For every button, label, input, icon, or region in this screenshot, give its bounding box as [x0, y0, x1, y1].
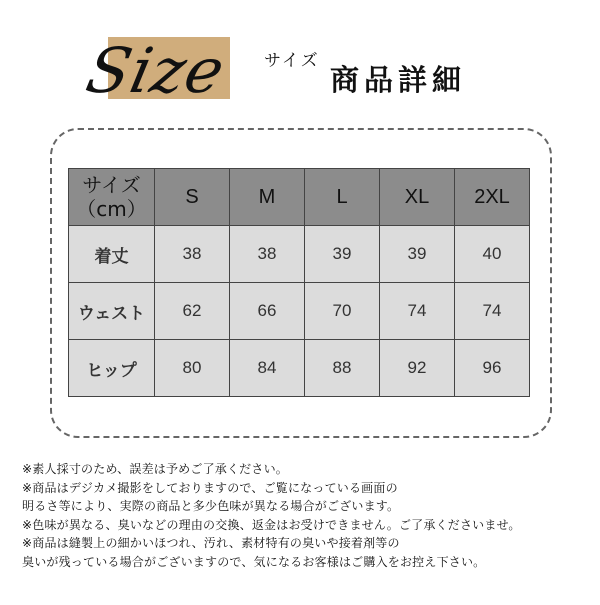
column-header: XL	[380, 169, 455, 226]
table-cell: 39	[380, 226, 455, 283]
column-header: M	[230, 169, 305, 226]
table-cell: 80	[155, 340, 230, 397]
size-kana-label: サイズ	[264, 51, 320, 71]
column-header: S	[155, 169, 230, 226]
corner-header-line1: サイズ	[82, 173, 141, 197]
table-cell: 96	[455, 340, 530, 397]
size-script-title: Size	[80, 34, 232, 107]
note-line: ※素人採寸のため、誤差は予めご了承ください。	[22, 462, 288, 476]
table-cell: 66	[230, 283, 305, 340]
table-cell: 40	[455, 226, 530, 283]
table-row	[69, 340, 530, 397]
note-line: 明るさ等により、実際の商品と多少色味が異なる場合がございます。	[22, 499, 400, 514]
note-line: 臭いが残っている場合がございますので、気になるお客様はご購入をお控え下さい。	[22, 554, 486, 569]
row-header: ヒップ	[69, 340, 155, 397]
column-header: L	[305, 169, 380, 226]
note-line: ※商品は縫製上の細かいほつれ、汚れ、素材特有の臭いや接着剤等の	[22, 536, 400, 551]
table-cell: 88	[305, 340, 380, 397]
column-header: 2XL	[455, 169, 530, 226]
corner-header	[69, 169, 155, 226]
table-row	[69, 283, 530, 340]
row-header: 着丈	[69, 226, 155, 283]
table-row	[69, 226, 530, 283]
table-cell: 39	[305, 226, 380, 283]
size-table	[68, 168, 530, 397]
header	[0, 0, 600, 120]
table-cell: 92	[380, 340, 455, 397]
table-cell: 84	[230, 340, 305, 397]
table-cell: 62	[155, 283, 230, 340]
table-header-row	[69, 169, 530, 226]
table-cell: 38	[155, 226, 230, 283]
note-line: ※商品はデジカメ撮影をしておりますので、ご覧になっている画面の	[22, 480, 398, 495]
corner-header-line2: （cm）	[76, 197, 147, 221]
table-cell: 70	[305, 283, 380, 340]
table-cell: 38	[230, 226, 305, 283]
note-line: ※色味が異なる、臭いなどの理由の交換、返金はお受けできません。ご了承くださいませ。	[22, 517, 521, 532]
row-header: ウェスト	[69, 283, 155, 340]
page-title: 商品詳細	[330, 63, 467, 97]
table-cell: 74	[380, 283, 455, 340]
notes-section	[22, 460, 592, 572]
table-cell: 74	[455, 283, 530, 340]
